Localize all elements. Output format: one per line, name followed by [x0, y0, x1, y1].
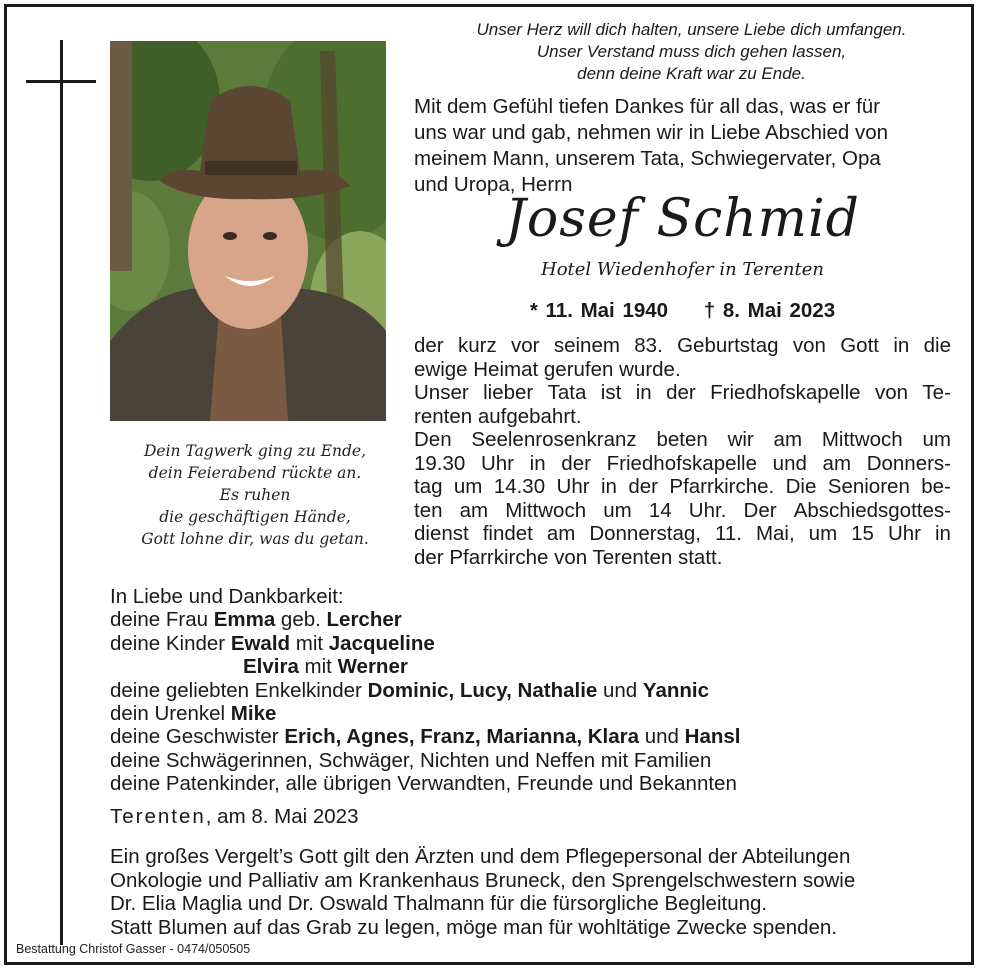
- word: Uhr.: [688, 498, 727, 522]
- connector-text: geb.: [275, 608, 327, 632]
- word: ist: [600, 381, 622, 404]
- body-line: [414, 475, 951, 499]
- body-line: der Pfarrkirche von Terenten statt.: [414, 545, 723, 569]
- mourner-name: Ewald: [230, 631, 291, 655]
- word: am: [773, 428, 803, 451]
- word: 19.30: [414, 451, 466, 475]
- relation-label: deine Kinder: [110, 631, 231, 655]
- mourner-name: Mike: [230, 702, 277, 726]
- body-line: [414, 428, 951, 452]
- mourner-wife: [110, 608, 960, 631]
- word: be-: [921, 475, 951, 498]
- word: Uhr: [556, 475, 590, 498]
- motto-line: Unser Verstand muss dich gehen lassen,: [536, 42, 847, 61]
- body-line: ewige Heimat gerufen wurde.: [414, 357, 681, 381]
- word: Friedhofskapelle: [606, 451, 758, 475]
- date-text: , am 8. Mai 2023: [205, 805, 359, 828]
- word: der: [628, 475, 658, 498]
- word: von: [874, 381, 909, 404]
- thanks-line: Ein großes Vergelt’s Gott gilt den Ärzten und dem Pflegepersonal der Abteilungen: [110, 845, 851, 868]
- poem: [110, 440, 400, 550]
- word: Die: [785, 475, 817, 498]
- word: vor: [511, 334, 540, 357]
- connector-text: und: [597, 678, 643, 702]
- word: Uhr: [480, 451, 515, 475]
- word: Den: [414, 428, 452, 451]
- word: kurz: [457, 334, 497, 357]
- word: der: [666, 381, 696, 404]
- intro-line: Mit dem Gefühl tiefen Dankes für all das, was er für: [414, 95, 881, 118]
- word: wir: [727, 428, 754, 451]
- mourner-siblings: [110, 725, 960, 748]
- word: Tata: [547, 381, 587, 404]
- relation-label: deine Frau: [110, 608, 214, 632]
- body-line: [414, 381, 951, 405]
- word: um: [808, 522, 838, 545]
- birth-date: * 11. Mai 1940: [529, 299, 669, 322]
- motto-line: denn deine Kraft war zu Ende.: [577, 64, 806, 83]
- word: Pfarrkirche.: [669, 475, 775, 498]
- word: um: [922, 428, 951, 451]
- word: Seelenrosenkranz: [471, 428, 637, 451]
- place-date: [110, 804, 358, 830]
- mourner-name: Erich, Agnes, Franz, Marianna, Klara: [284, 725, 640, 749]
- connector-text: und: [639, 725, 685, 749]
- thanks-line: Statt Blumen auf das Grab zu legen, möge man für wohltätige Zwecke spenden.: [110, 915, 838, 939]
- word: tag: [414, 475, 443, 498]
- relation-label: deine Geschwister: [110, 725, 285, 749]
- poem-line: Es ruhen: [219, 486, 291, 504]
- word: Mittwoch: [821, 428, 903, 451]
- thanks-line: Dr. Elia Maglia und Dr. Oswald Thalmann für die fürsorgliche Begleitung.: [110, 892, 768, 915]
- word: 83.: [634, 334, 663, 357]
- mourners-heading: In Liebe und Dankbarkeit:: [110, 585, 344, 608]
- thanks-paragraph: [110, 845, 952, 939]
- body-line: [414, 452, 951, 476]
- intro-paragraph: [414, 94, 951, 198]
- word: Mittwoch: [505, 498, 587, 522]
- body-line: [414, 334, 951, 358]
- relation-label: dein Urenkel: [110, 702, 231, 726]
- word: ten: [414, 498, 443, 522]
- intro-line: und Uropa, Herrn: [414, 173, 573, 196]
- mourner-name: Elvira: [243, 655, 299, 679]
- word: beten: [656, 428, 708, 451]
- life-dates: [414, 298, 951, 324]
- word: von: [792, 334, 826, 357]
- mourner-name: Jacqueline: [328, 631, 435, 655]
- relation-label: deine geliebten Enkelkinder: [110, 678, 368, 702]
- mourner-name: Yannic: [642, 678, 710, 702]
- word: der: [561, 451, 591, 475]
- word: Geburtstag: [677, 334, 779, 357]
- word: lieber: [483, 381, 534, 404]
- mourner-greatgrandchild: [110, 702, 960, 725]
- word: Mai,: [755, 522, 795, 545]
- word: am: [459, 498, 489, 522]
- mourner-name: Dominic, Lucy, Nathalie: [367, 678, 598, 702]
- word: 14.30: [493, 475, 546, 498]
- word: Senioren: [827, 475, 910, 498]
- word: seinem: [553, 334, 620, 357]
- word: Friedhofskapelle: [710, 381, 861, 404]
- mourner-name: Hansl: [684, 725, 741, 749]
- word: Abschiedsgottes-: [793, 498, 951, 522]
- body-line: [414, 499, 951, 523]
- word: die: [923, 334, 951, 357]
- poem-line: Dein Tagwerk ging zu Ende,: [143, 442, 367, 460]
- word: 14: [648, 498, 672, 522]
- motto-verse: [414, 19, 969, 85]
- word: in: [635, 381, 652, 404]
- poem-line: dein Feierabend rückte an.: [148, 464, 362, 482]
- word: dienst: [414, 522, 469, 545]
- word: findet: [482, 522, 533, 545]
- word: um: [603, 498, 632, 522]
- word: Uhr: [887, 522, 921, 545]
- thanks-line: Onkologie und Palliativ am Krankenhaus Bruneck, den Sprengelschwestern sowie: [110, 868, 856, 892]
- mourner-name: Lercher: [326, 608, 402, 632]
- word: Unser: [414, 381, 469, 404]
- word: Te-: [922, 381, 951, 404]
- word: Gott: [840, 334, 879, 357]
- mourner-inlaws: deine Schwägerinnen, Schwäger, Nichten und Neffen mit Familien: [110, 748, 712, 772]
- mourner-grandchildren: [110, 679, 960, 702]
- connector-text: mit: [298, 655, 338, 679]
- funeral-home-footer: Bestattung Christof Gasser - 0474/050505: [16, 942, 251, 956]
- word: um: [453, 475, 483, 498]
- mourner-children-2: [110, 655, 960, 678]
- word: 15: [851, 522, 874, 545]
- mourner-others: deine Patenkinder, alle übrigen Verwandten, Freunde und Bekannten: [110, 772, 737, 796]
- poem-line: Gott lohne dir, was du getan.: [141, 530, 369, 548]
- word: der: [414, 334, 444, 357]
- mourner-children: [110, 632, 960, 655]
- deceased-name: Josef Schmid: [505, 189, 860, 249]
- motto-line: Unser Herz will dich halten, unsere Liebe dich umfangen.: [476, 20, 907, 39]
- word: Der: [743, 498, 777, 522]
- word: in: [600, 475, 617, 498]
- place-name: Terenten: [110, 805, 206, 828]
- poem-line: die geschäftigen Hände,: [159, 508, 351, 526]
- body-line: renten aufgebahrt.: [414, 404, 582, 428]
- mourner-name: Emma: [213, 608, 276, 632]
- mourner-name: Werner: [337, 655, 408, 679]
- death-date: † 8. Mai 2023: [703, 299, 836, 322]
- word: und: [772, 451, 807, 475]
- word: am: [546, 522, 576, 545]
- word: 11.: [714, 522, 742, 545]
- word: in: [893, 334, 910, 357]
- word: am: [822, 451, 852, 475]
- word: in: [529, 451, 546, 475]
- cross-icon: [60, 40, 63, 945]
- portrait-photo: [110, 41, 386, 421]
- cross-icon-bar: [26, 80, 96, 83]
- body-line: [414, 522, 951, 546]
- word: Donners-: [866, 451, 951, 475]
- intro-line: uns war und gab, nehmen wir in Liebe Abschied von: [414, 121, 889, 144]
- announcement-text: [414, 334, 951, 569]
- word: Donnerstag,: [589, 522, 701, 545]
- connector-text: mit: [290, 631, 329, 655]
- mourners-list: [110, 585, 960, 796]
- deceased-affiliation: Hotel Wiedenhofer in Terenten: [541, 259, 824, 280]
- word: in: [934, 522, 951, 545]
- intro-line: meinem Mann, unserem Tata, Schwiegervater, Opa: [414, 147, 881, 170]
